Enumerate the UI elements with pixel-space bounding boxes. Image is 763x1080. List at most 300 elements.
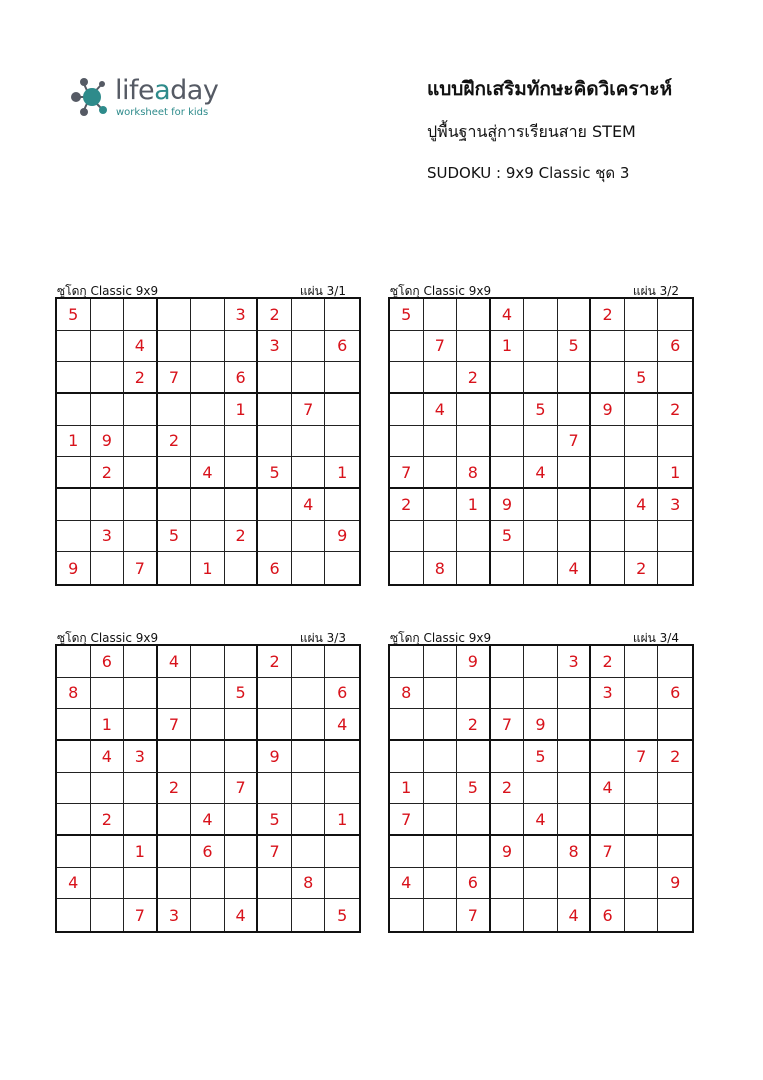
logo-tagline: worksheet for kids <box>116 107 209 118</box>
sudoku-cell: 5 <box>337 905 348 925</box>
sudoku-cell: 2 <box>591 646 625 678</box>
sudoku-cell <box>325 394 359 426</box>
sudoku-cell <box>491 899 525 931</box>
sudoku-cell: 6 <box>658 331 692 363</box>
sudoku-cell <box>424 773 458 805</box>
worksheet-title: แบบฝึกเสริมทักษะคิดวิเคราะห์ <box>427 78 673 100</box>
sudoku-cell <box>558 489 592 521</box>
sudoku-cell <box>625 646 659 678</box>
sudoku-cell <box>457 804 491 836</box>
sudoku-cell: 1 <box>57 426 91 458</box>
sudoku-cell <box>591 804 625 836</box>
sudoku-cell <box>591 489 625 521</box>
sudoku-cell: 9 <box>591 394 625 426</box>
sudoku-cell <box>225 646 259 678</box>
sudoku-cell <box>191 899 225 931</box>
sudoku-cell <box>191 521 225 553</box>
sudoku-cell <box>225 836 259 868</box>
sudoku-cell <box>57 741 91 773</box>
sudoku-cell <box>191 709 225 741</box>
sudoku-cell <box>491 741 525 773</box>
sudoku-cell <box>424 678 458 710</box>
sudoku-cell <box>491 678 525 710</box>
sudoku-cell <box>591 868 625 900</box>
sudoku-cell <box>124 709 158 741</box>
sudoku-cell <box>625 331 659 363</box>
sudoku-cell <box>558 678 592 710</box>
sudoku-cell <box>57 804 91 836</box>
sudoku-cell <box>158 299 192 331</box>
sudoku-cell: 9 <box>91 426 125 458</box>
sudoku-cell: 8 <box>558 836 592 868</box>
puzzle-sheet-number: แผ่น 3/2 <box>632 284 679 298</box>
sudoku-cell <box>558 741 592 773</box>
logo-word-life: life <box>115 75 155 106</box>
sudoku-cell <box>124 804 158 836</box>
sudoku-cell <box>658 426 692 458</box>
sudoku-cell: 8 <box>390 678 424 710</box>
sudoku-cell <box>491 804 525 836</box>
sudoku-cell: 1 <box>191 552 225 584</box>
sudoku-cell <box>124 489 158 521</box>
puzzle-title: ซูโดกุ Classic 9x9 <box>57 284 159 298</box>
sudoku-cell <box>91 394 125 426</box>
sudoku-cell <box>225 868 259 900</box>
sudoku-cell <box>524 646 558 678</box>
sudoku-cell <box>424 804 458 836</box>
sudoku-cell <box>292 331 326 363</box>
sudoku-cell: 2 <box>390 489 424 521</box>
sudoku-cell: 2 <box>158 426 192 458</box>
sudoku-cell: 6 <box>191 836 225 868</box>
sudoku-cell: 1 <box>658 457 692 489</box>
sudoku-grid <box>55 644 361 933</box>
sudoku-cell: 3 <box>591 678 625 710</box>
worksheet-set-label: SUDOKU : 9x9 Classic ชุด 3 <box>427 164 630 182</box>
sudoku-cell <box>457 741 491 773</box>
sudoku-cell <box>258 709 292 741</box>
sudoku-cell: 5 <box>258 457 292 489</box>
sudoku-cell <box>424 836 458 868</box>
sudoku-cell: 4 <box>191 457 225 489</box>
sudoku-cell: 5 <box>524 741 558 773</box>
sudoku-cell: 1 <box>225 394 259 426</box>
sudoku-cell: 1 <box>325 804 359 836</box>
sudoku-cell: 9 <box>258 741 292 773</box>
sudoku-cell <box>524 489 558 521</box>
sudoku-cell <box>292 426 326 458</box>
sudoku-cell: 4 <box>191 804 225 836</box>
sudoku-cell <box>57 646 91 678</box>
sudoku-cell: 5 <box>225 678 259 710</box>
sudoku-cell <box>658 646 692 678</box>
sudoku-cell: 4 <box>424 394 458 426</box>
sudoku-cell: 3 <box>658 489 692 521</box>
sudoku-cell <box>57 489 91 521</box>
sudoku-cell: 7 <box>625 741 659 773</box>
sudoku-cell: 4 <box>558 899 592 931</box>
sudoku-cell <box>558 709 592 741</box>
sudoku-cell <box>191 678 225 710</box>
sudoku-cell <box>124 868 158 900</box>
sudoku-cell <box>325 552 359 584</box>
sudoku-cell <box>625 836 659 868</box>
sudoku-cell <box>424 521 458 553</box>
sudoku-cell <box>258 489 292 521</box>
sudoku-cell: 1 <box>491 331 525 363</box>
sudoku-cell <box>225 489 259 521</box>
sudoku-cell: 9 <box>457 646 491 678</box>
sudoku-cell <box>524 299 558 331</box>
sudoku-cell <box>191 426 225 458</box>
sudoku-cell: 6 <box>658 678 692 710</box>
sudoku-cell <box>625 457 659 489</box>
logo-word-day: day <box>170 75 219 106</box>
sudoku-cell <box>292 709 326 741</box>
sudoku-cell <box>524 678 558 710</box>
sudoku-cell: 4 <box>591 773 625 805</box>
sudoku-cell: 5 <box>558 331 592 363</box>
sudoku-cell: 4 <box>292 489 326 521</box>
sudoku-cell: 1 <box>325 457 359 489</box>
sudoku-cell <box>591 709 625 741</box>
sudoku-cell <box>591 552 625 584</box>
sudoku-cell: 2 <box>457 709 491 741</box>
sudoku-cell: 1 <box>457 489 491 521</box>
sudoku-cell: 1 <box>124 836 158 868</box>
sudoku-cell <box>424 362 458 394</box>
sudoku-cell: 6 <box>91 646 125 678</box>
sudoku-cell: 9 <box>57 552 91 584</box>
sudoku-cell: 2 <box>591 299 625 331</box>
sudoku-cell <box>325 741 359 773</box>
sudoku-cell <box>91 362 125 394</box>
sudoku-cell <box>591 362 625 394</box>
sudoku-cell <box>424 709 458 741</box>
sudoku-cell <box>390 552 424 584</box>
sudoku-cell: 3 <box>258 331 292 363</box>
sudoku-cell: 8 <box>457 457 491 489</box>
sudoku-cell <box>424 868 458 900</box>
sudoku-cell: 5 <box>57 299 91 331</box>
sudoku-cell <box>191 646 225 678</box>
sudoku-cell <box>225 804 259 836</box>
sudoku-cell <box>390 521 424 553</box>
sudoku-cell: 2 <box>258 299 292 331</box>
sudoku-cell <box>158 836 192 868</box>
sudoku-cell <box>225 457 259 489</box>
sudoku-cell: 3 <box>558 646 592 678</box>
sudoku-cell <box>292 836 326 868</box>
sudoku-cell: 4 <box>558 552 592 584</box>
sudoku-cell <box>258 773 292 805</box>
sudoku-cell <box>325 489 359 521</box>
sudoku-cell <box>191 741 225 773</box>
sudoku-cell <box>325 426 359 458</box>
sudoku-cell <box>124 646 158 678</box>
sudoku-cell <box>124 773 158 805</box>
sudoku-cell <box>225 331 259 363</box>
sudoku-cell <box>457 552 491 584</box>
sudoku-cell <box>292 299 326 331</box>
sudoku-cell: 2 <box>625 552 659 584</box>
sudoku-cell <box>57 836 91 868</box>
sudoku-cell <box>491 868 525 900</box>
sudoku-cell <box>191 394 225 426</box>
logo-wordmark <box>115 76 218 106</box>
sudoku-cell <box>558 521 592 553</box>
sudoku-cell <box>524 552 558 584</box>
sudoku-cell <box>124 678 158 710</box>
sudoku-grid <box>388 644 694 933</box>
sudoku-cell <box>491 646 525 678</box>
sudoku-cell <box>258 678 292 710</box>
sudoku-cell <box>124 394 158 426</box>
sudoku-cell: 6 <box>325 678 359 710</box>
sudoku-cell: 7 <box>390 457 424 489</box>
sudoku-cell: 2 <box>158 773 192 805</box>
sudoku-cell: 7 <box>491 709 525 741</box>
sudoku-cell: 4 <box>325 709 359 741</box>
sudoku-cell: 5 <box>258 804 292 836</box>
sudoku-cell <box>625 521 659 553</box>
sudoku-cell <box>658 836 692 868</box>
sudoku-cell <box>292 646 326 678</box>
sudoku-cell <box>658 773 692 805</box>
sudoku-cell <box>658 299 692 331</box>
sudoku-cell <box>625 804 659 836</box>
sudoku-cell: 9 <box>491 836 525 868</box>
sudoku-cell <box>591 741 625 773</box>
sudoku-cell <box>91 868 125 900</box>
sudoku-cell <box>225 426 259 458</box>
sudoku-cell <box>558 804 592 836</box>
sudoku-cell <box>258 394 292 426</box>
sudoku-cell <box>625 299 659 331</box>
puzzle-sheet-number: แผ่น 3/4 <box>632 631 679 645</box>
sudoku-cell: 2 <box>491 773 525 805</box>
sudoku-grid <box>388 297 694 586</box>
sudoku-cell <box>591 457 625 489</box>
sudoku-cell <box>325 773 359 805</box>
sudoku-cell: 8 <box>57 678 91 710</box>
sudoku-cell <box>292 804 326 836</box>
sudoku-cell <box>457 394 491 426</box>
sudoku-cell <box>225 709 259 741</box>
sudoku-cell <box>491 426 525 458</box>
sudoku-cell <box>524 331 558 363</box>
sudoku-cell <box>191 489 225 521</box>
sudoku-cell <box>390 709 424 741</box>
sudoku-cell <box>91 299 125 331</box>
sudoku-cell: 2 <box>91 804 125 836</box>
sudoku-cell <box>424 646 458 678</box>
sudoku-cell <box>658 899 692 931</box>
sudoku-cell: 9 <box>524 709 558 741</box>
sudoku-cell: 4 <box>491 299 525 331</box>
sudoku-cell <box>57 899 91 931</box>
sudoku-cell: 2 <box>91 457 125 489</box>
sudoku-cell <box>424 489 458 521</box>
sudoku-cell <box>91 899 125 931</box>
sudoku-cell: 3 <box>91 521 125 553</box>
sudoku-cell <box>292 741 326 773</box>
sudoku-cell <box>558 773 592 805</box>
sudoku-cell <box>558 299 592 331</box>
sudoku-cell <box>524 773 558 805</box>
sudoku-cell <box>91 678 125 710</box>
sudoku-cell <box>390 331 424 363</box>
sudoku-cell: 4 <box>524 457 558 489</box>
sudoku-cell <box>390 899 424 931</box>
sudoku-cell <box>225 552 259 584</box>
sudoku-cell <box>158 489 192 521</box>
sudoku-cell <box>424 299 458 331</box>
sudoku-cell <box>57 362 91 394</box>
sudoku-cell <box>625 899 659 931</box>
sudoku-cell <box>658 804 692 836</box>
sudoku-cell: 6 <box>591 899 625 931</box>
sudoku-cell <box>491 362 525 394</box>
sudoku-cell <box>57 394 91 426</box>
sudoku-cell <box>424 457 458 489</box>
sudoku-cell <box>591 426 625 458</box>
sudoku-cell <box>625 678 659 710</box>
sudoku-cell: 5 <box>491 521 525 553</box>
sudoku-cell <box>390 836 424 868</box>
logo-word-a: a <box>154 75 171 106</box>
sudoku-cell <box>658 709 692 741</box>
sudoku-cell <box>491 552 525 584</box>
sudoku-cell <box>625 868 659 900</box>
sudoku-cell: 5 <box>457 773 491 805</box>
sudoku-cell <box>491 394 525 426</box>
sudoku-cell <box>457 426 491 458</box>
sudoku-cell <box>658 552 692 584</box>
sudoku-cell <box>225 741 259 773</box>
sudoku-cell: 7 <box>292 394 326 426</box>
sudoku-cell <box>658 521 692 553</box>
sudoku-cell: 8 <box>292 868 326 900</box>
sudoku-cell <box>258 362 292 394</box>
sudoku-cell <box>91 331 125 363</box>
sudoku-cell <box>292 773 326 805</box>
sudoku-cell <box>325 646 359 678</box>
sudoku-cell: 7 <box>390 804 424 836</box>
sudoku-cell: 7 <box>158 362 192 394</box>
sudoku-cell: 7 <box>591 836 625 868</box>
sudoku-cell <box>292 552 326 584</box>
sudoku-cell: 7 <box>124 552 158 584</box>
sudoku-cell <box>457 331 491 363</box>
sudoku-cell: 7 <box>124 899 158 931</box>
sudoku-cell <box>457 521 491 553</box>
sudoku-cell <box>91 489 125 521</box>
sudoku-cell <box>258 868 292 900</box>
sudoku-cell <box>258 426 292 458</box>
sudoku-cell <box>57 709 91 741</box>
sudoku-cell <box>292 362 326 394</box>
puzzle-sheet-number: แผ่น 3/3 <box>299 631 346 645</box>
sudoku-cell <box>325 836 359 868</box>
sudoku-cell <box>158 331 192 363</box>
sudoku-cell <box>524 899 558 931</box>
sudoku-cell <box>57 457 91 489</box>
sudoku-cell <box>625 394 659 426</box>
sudoku-cell: 8 <box>424 552 458 584</box>
sudoku-cell: 6 <box>457 868 491 900</box>
sudoku-cell: 2 <box>258 646 292 678</box>
sudoku-grid <box>55 297 361 586</box>
sudoku-cell <box>457 836 491 868</box>
puzzle-title: ซูโดกุ Classic 9x9 <box>57 631 159 645</box>
sudoku-cell <box>591 331 625 363</box>
sudoku-cell: 4 <box>524 804 558 836</box>
sudoku-cell <box>390 646 424 678</box>
sudoku-cell: 7 <box>158 709 192 741</box>
sudoku-cell <box>258 899 292 931</box>
sudoku-cell: 4 <box>158 646 192 678</box>
sudoku-cell <box>524 521 558 553</box>
sudoku-cell <box>457 299 491 331</box>
sudoku-cell: 2 <box>658 394 692 426</box>
sudoku-cell <box>424 899 458 931</box>
sudoku-cell <box>124 521 158 553</box>
sudoku-cell: 9 <box>658 868 692 900</box>
sudoku-cell <box>558 394 592 426</box>
sudoku-cell <box>558 457 592 489</box>
puzzle-title: ซูโดกุ Classic 9x9 <box>390 631 492 645</box>
sudoku-cell <box>158 552 192 584</box>
sudoku-cell <box>91 552 125 584</box>
sudoku-cell <box>158 457 192 489</box>
sudoku-cell <box>625 773 659 805</box>
sudoku-cell <box>424 426 458 458</box>
sudoku-cell <box>524 836 558 868</box>
sudoku-cell: 4 <box>225 899 259 931</box>
sudoku-cell <box>91 773 125 805</box>
sudoku-cell: 2 <box>124 362 158 394</box>
sudoku-cell <box>158 394 192 426</box>
sudoku-cell <box>191 773 225 805</box>
sudoku-cell: 5 <box>524 394 558 426</box>
sudoku-cell <box>292 521 326 553</box>
sudoku-cell: 3 <box>124 741 158 773</box>
sudoku-cell <box>325 868 359 900</box>
sudoku-cell: 2 <box>225 521 259 553</box>
sudoku-cell <box>292 457 326 489</box>
puzzle-sheet-number: แผ่น 3/1 <box>299 284 346 298</box>
sudoku-cell: 3 <box>225 299 259 331</box>
sudoku-cell <box>390 394 424 426</box>
sudoku-cell: 5 <box>625 362 659 394</box>
sudoku-cell: 7 <box>558 426 592 458</box>
sudoku-cell <box>325 362 359 394</box>
sudoku-cell: 2 <box>658 741 692 773</box>
sudoku-cell: 4 <box>124 331 158 363</box>
sudoku-cell <box>524 426 558 458</box>
sudoku-cell: 9 <box>325 521 359 553</box>
sudoku-cell <box>292 899 326 931</box>
sudoku-cell <box>124 457 158 489</box>
sudoku-cell <box>191 362 225 394</box>
sudoku-cell <box>57 521 91 553</box>
sudoku-cell <box>57 331 91 363</box>
sudoku-cell <box>524 868 558 900</box>
sudoku-cell <box>57 773 91 805</box>
sudoku-cell: 7 <box>258 836 292 868</box>
sudoku-cell: 6 <box>258 552 292 584</box>
